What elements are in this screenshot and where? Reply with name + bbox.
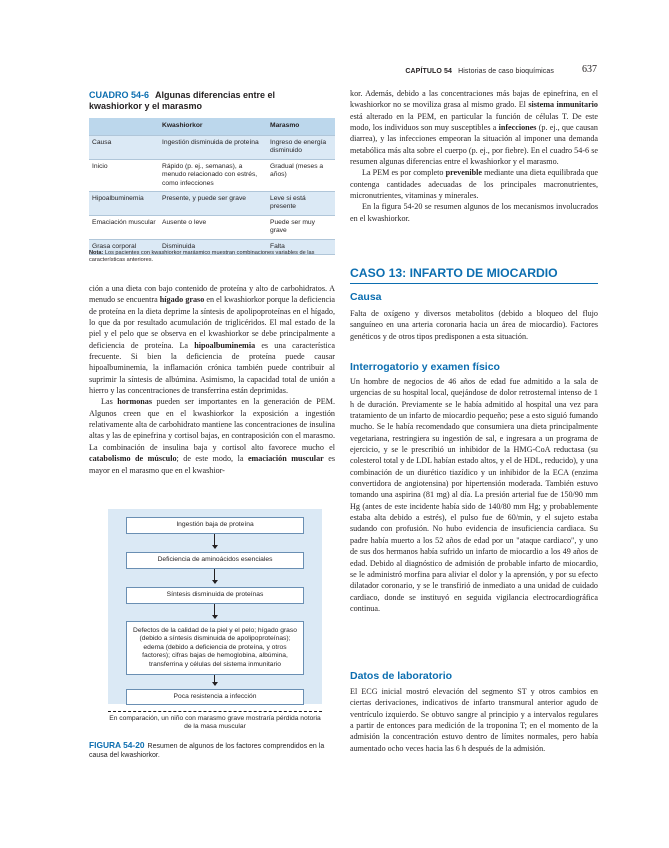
flow-step-5: Poca resistencia a infección [126, 689, 304, 705]
table-cell: Gradual (meses a años) [270, 162, 324, 179]
causa-text [350, 308, 598, 342]
table-cell: Disminuida [159, 239, 267, 254]
table-header-cell: Marasmo [267, 118, 335, 136]
flow-step-3: Síntesis disminuida de proteínas [126, 587, 304, 604]
figure-caption-text: Resumen de algunos de los factores comprendidos en la causa del kwashiorkor. [89, 743, 325, 759]
flow-arrow [214, 604, 215, 618]
paragraph: El ECG inicial mostró elevación del segmento ST y otros cambios en ciertas derivaciones, indicativos de infarto transmural anterior agudo de ventrículo izquierdo. Se obtuvo sangre al principio y a intervalos regulares a partir de entonces para medición de la troponina T; en el momento de la admisión la concentración estuvo dentro de límites normales, pero había aumentado ocho veces hacia las 6 h después de la admisión. [350, 687, 598, 753]
table-cell: Grasa corporal [89, 239, 159, 254]
table-row [89, 215, 335, 239]
paragraph: ción a una dieta con bajo contenido de proteína y alto de carbohidratos. A menudo se encuentra hígado graso en el kwashiorkor porque la deficiencia de proteína en la dieta deprime la síntesis de apolipoproteínas en el hígado, lo que da por resultado acumulación de triglicéridos. El mal estado de la piel y el pelo que se observa en el kwashiorkor se debe principalmente a deficiencia de proteína. La hipoalbuminemia es una característica frecuente. Si bien la deficiencia de proteína puede causar hipoalbuminemia, la inflamación crónica también puede contribuir al suprimir la síntesis de albúmina. Asimismo, la capacidad total de unión a hierro y las concentraciones de transferrina están deprimidas. [89, 284, 335, 396]
flow-arrow [214, 675, 215, 685]
table-cell: Inicio [92, 162, 108, 170]
table-cell: Hipoalbuminemia [89, 192, 159, 216]
paragraph: En la figura 54-20 se resumen algunos de los mecanismos involucrados en el kwashiorkor. [350, 202, 598, 223]
flow-arrow [214, 569, 215, 583]
table-header-row [89, 118, 335, 136]
case-heading: CASO 13: INFARTO DE MIOCARDIO [350, 266, 598, 284]
right-column-text [350, 88, 598, 224]
table-cell: Presente, y puede ser grave [159, 192, 267, 216]
table-cell: Leve si está presente [267, 192, 335, 216]
table-row [89, 159, 335, 191]
paragraph: Un hombre de negocios de 46 años de edad fue admitido a la sala de urgencias de su hospital local, quejándose de dolor retrosternal intenso de 1 h de duración. Previamente se le había admitido al hospital una vez para tratamiento de un infarto de miocardio pequeño; pese a esto siguió fumando mucho. Se le había recomendado que consumiera una dieta principalmente vegetariana, restringiera su ingestión de sal, e ingresara a un programa de ejercicio, y se le prescribió un inhibidor de la HMG-CoA reductasa (su colesterol total y de LDL habían estado altos, y el de HDL, reducido), y una combinación de un diurético tiazídico y un inhibidor de la ECA (enzima convertidora de angiotensina) por hipertensión moderada. También estuvo tomando una aspirina (81 mg) al día. La presión arterial fue de 150/90 mm Hg (antes de este incidente había sido de 140/80 mm Hg; y probablemente estaba alta debido a estrés), el pulso fue de 60/min, y el sujeto estaba sudando con profusión. No hubo evidencia de insuficiencia cardiaca. Su padre había muerto a los 52 años de edad por un "ataque cardiaco", y uno de sus dos hermanos había sufrido un infarto de miocardio a los 49 años de edad. Debido al diagnóstico de admisión de probable infarto de miocardio, se le administró morfina para aliviar el dolor y la aprensión, y por su efecto dilatador coronario, y se le transfirió de inmediato a una unidad de cuidado cardiaco, donde se instituyó en seguida vigilancia electrocardiográfica continua. [350, 377, 598, 613]
table-note-label: Nota: [89, 250, 104, 256]
figure-label: FIGURA 54-20 [89, 740, 145, 750]
comparison-table [89, 118, 335, 255]
table-cell: Ingreso de energía disminuido [267, 136, 335, 160]
paragraph: Las hormonas pueden ser importantes en la generación de PEM. Algunos creen que en el kwashiorkor la exposición a ingestión relativamente alta de carbohidrato mantiene las concentraciones de insulina altas y las de epinefrina y cortisol bajas, en contraposición con el marasmo. La combinación de insulina baja y cortisol alto favorece mucho el catabolismo de músculo; de este modo, la emaciación muscular es mayor en el marasmo que en el kwashior- [89, 397, 335, 475]
section-heading-datos: Datos de laboratorio [350, 670, 453, 682]
table-cell: Emaciación muscular [92, 218, 156, 226]
chapter-label: CAPÍTULO 54 [405, 68, 452, 75]
table-cell: Ausente o leve [162, 218, 207, 226]
table-cell: Falta [267, 239, 335, 254]
interrogatorio-text [350, 376, 598, 614]
table-note [89, 250, 335, 264]
table-row [89, 136, 335, 160]
flow-step-2: Deficiencia de aminoácidos esenciales [126, 552, 304, 569]
box-label: CUADRO 54-6 [89, 90, 150, 100]
flow-step-1: Ingestión baja de proteína [126, 517, 304, 534]
table-note-text: Los pacientes con kwashiorkor marásmico muestran combinaciones variables de las características anteriores. [89, 250, 315, 263]
section-heading-interrogatorio: Interrogatorio y examen físico [350, 361, 500, 373]
dashed-divider [108, 711, 322, 712]
table-header-cell: Kwashiorkor [159, 118, 267, 136]
figure-caption [89, 741, 335, 760]
paragraph: La PEM es por completo prevenible mediante una dieta equilibrada que contenga cantidades adecuadas de los principales macronutrientes, micronutrientes, vitaminas y minerales. [350, 168, 599, 201]
box-title-text: Algunas diferencias entre el kwashiorkor y el marasmo [89, 90, 276, 111]
table-cell: Puede ser muy grave [270, 218, 315, 235]
page-number: 637 [582, 64, 597, 75]
chapter-title: Historias de caso bioquímicas [458, 68, 554, 75]
running-header [405, 68, 554, 75]
flow-step-4: Defectos de la calidad de la piel y el pelo; hígado graso (debido a síntesis disminuida de apolipoproteínas); edema (debido a deficiencia de proteína, y otros factores); cifras bajas de hemoglobina, albúmina, transferrina y células del sistema inmunitario [126, 621, 304, 675]
datos-text [350, 686, 598, 754]
figure-note: En comparación, un niño con marasmo grave mostraría pérdida notoria de la masa muscular [109, 715, 321, 731]
table-cell: Ingestión disminuida de proteína [159, 136, 267, 160]
paragraph: Falta de oxígeno y diversos metabolitos (debido a bloqueo del flujo sanguíneo en una arteria coronaria hacia un área de miocardio). Factores genéticos y de otros tipos predisponen a esta situación. [350, 309, 598, 341]
box-title [89, 90, 329, 112]
table-header-cell [89, 118, 159, 136]
table-cell: Rápido (p. ej., semanas), a menudo relacionado con estrés, como infecciones [162, 162, 258, 187]
table-cell: Causa [89, 136, 159, 160]
left-column-text [89, 283, 335, 476]
flow-arrow [214, 534, 215, 548]
table-row [89, 192, 335, 216]
paragraph: kor. Además, debido a las concentraciones más bajas de epinefrina, en el kwashiorkor no se moviliza grasa al mismo grado. El sistema inmunitario está alterado en la PEM, en particular la función de células T. De este modo, los individuos son muy susceptibles a infecciones (p. ej., que causan diarrea), y las infecciones empeoran la situación al imponer una demanda metabólica más alta sobre el cuerpo (p. ej., por fiebre). En el cuadro 54-6 se resumen algunas diferencias entre el kwashiorkor y el marasmo. [350, 89, 598, 167]
section-heading-causa: Causa [350, 291, 382, 303]
